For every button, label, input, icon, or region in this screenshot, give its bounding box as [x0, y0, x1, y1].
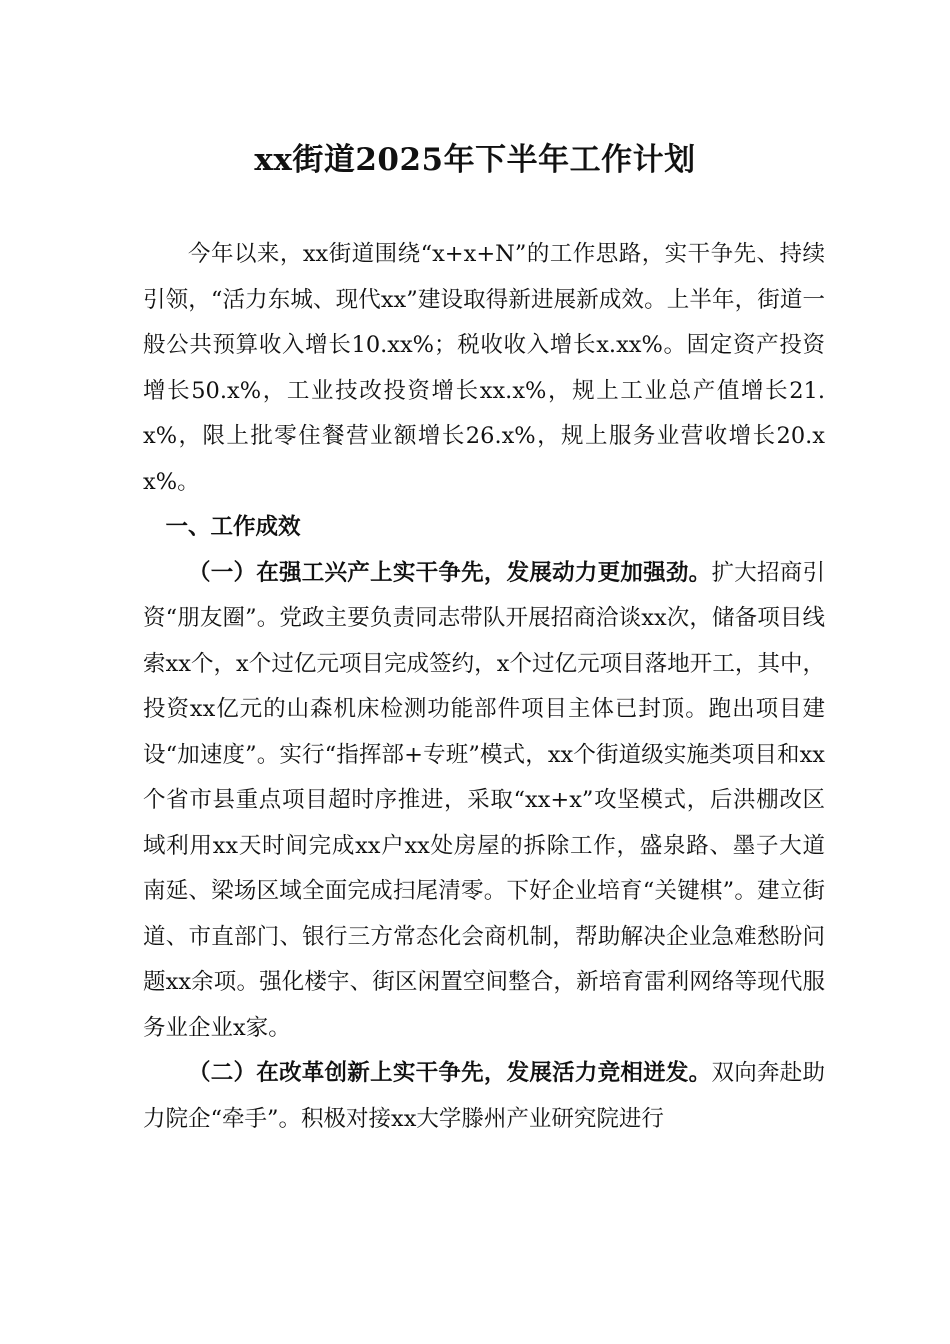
subsection-1-body: 扩大招商引资“朋友圈”。党政主要负责同志带队开展招商洽谈xx次，储备项目线索xx个，x个过亿元项目完成签约，x个过亿元项目落地开工，其中，投资xx亿元的山森机床检测功能部件项目主体已封顶。跑出项目建设“加速度”。实行“指挥部+专班”模式，xx个街道级实施类项目和xx个省市县重点项目超时序推进，采取“xx+x”攻坚模式，后洪棚改区域利用xx天时间完成xx户xx处房屋的拆除工作，盛泉路、墨子大道南延、梁场区域全面完成扫尾清零。下好企业培育“关键棋”。建立街道、市直部门、银行三方常态化会商机制，帮助解决企业急难愁盼问题xx余项。强化楼宇、街区闲置空间整合，新培育雷利网络等现代服务业企业x家。: [143, 559, 825, 1041]
subsection-1-lead: （一）在强工兴产上实干争先，发展动力更加强劲。: [188, 559, 712, 586]
section-heading-work-results: 一、工作成效: [165, 514, 301, 540]
document-title: xx街道2025年下半年工作计划: [254, 142, 696, 178]
subsection-2-body: 双向奔赴助力院企“牵手”。积极对接xx大学滕州产业研究院进行: [143, 1060, 825, 1132]
subsection-2-paragraph: [143, 1051, 825, 1142]
document-body: [143, 232, 825, 1142]
subsection-2-lead: （二）在改革创新上实干争先，发展活力竞相迸发。: [188, 1060, 712, 1086]
intro-paragraph: 今年以来，xx街道围绕“x+x+N”的工作思路，实干争先、持续引领，“活力东城、现代xx”建设取得新进展新成效。上半年，街道一般公共预算收入增长10.xx%；税收收入增长x.xx%。固定资产投资增长50.x%，工业技改投资增长xx.x%，规上工业总产值增长21.x%，限上批零住餐营业额增长26.x%，规上服务业营收增长20.xx%。: [143, 241, 825, 495]
subsection-1-paragraph: [143, 551, 825, 1052]
